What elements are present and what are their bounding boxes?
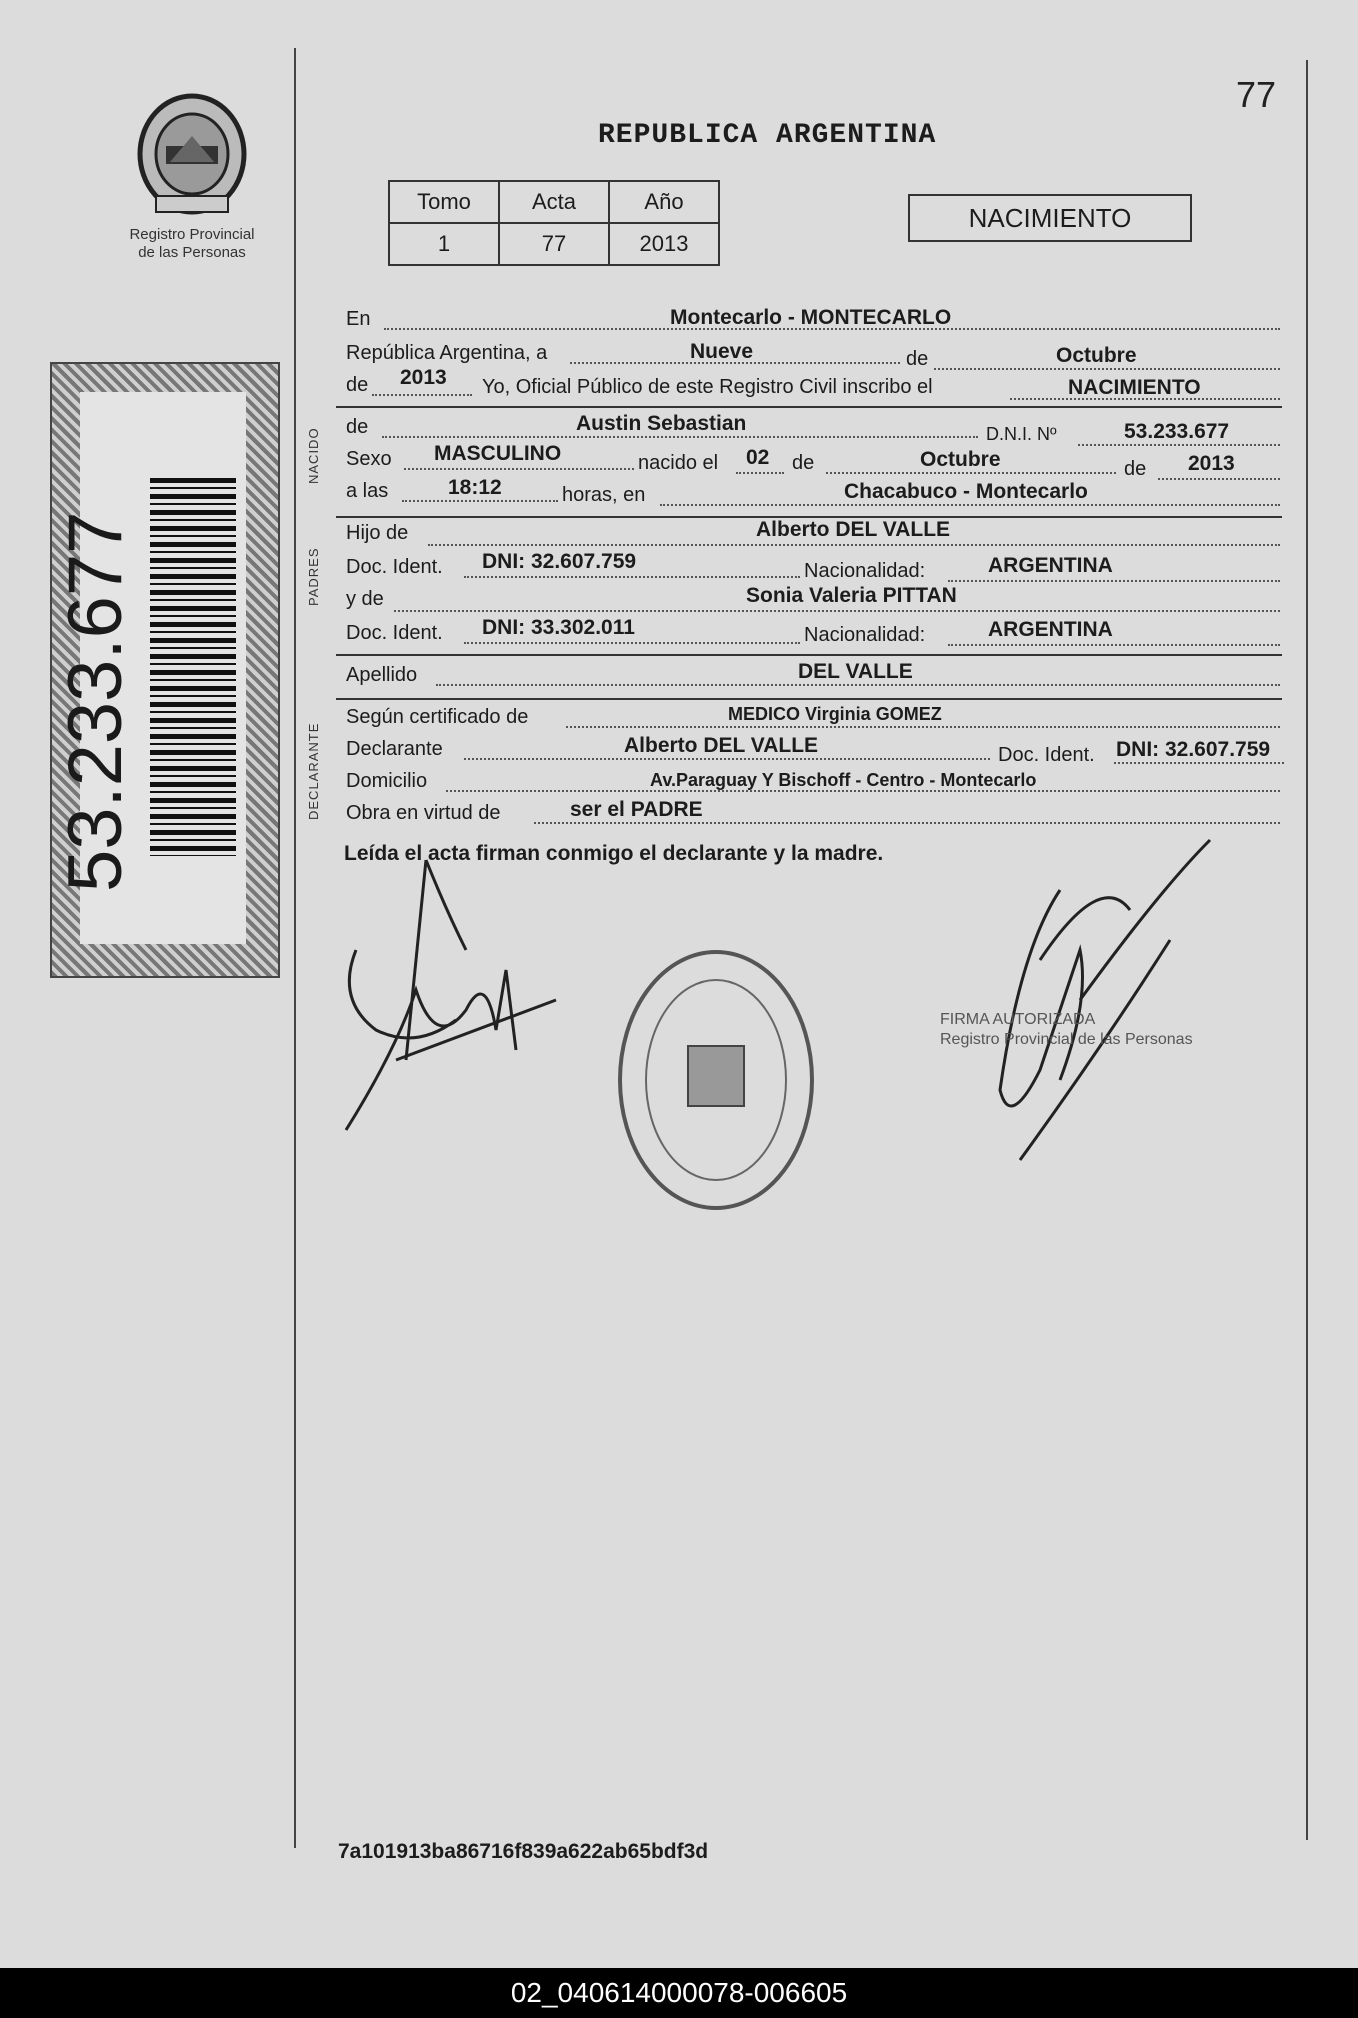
label-declarante: Declarante [346, 738, 443, 760]
dotted-line [464, 642, 800, 644]
label-yo: Yo, Oficial Público de este Registro Civil inscribo el [482, 376, 933, 398]
value-lugar-nac: Chacabuco - Montecarlo [844, 480, 1088, 503]
value-nac-mes: Octubre [920, 448, 1001, 471]
barcode-bars [150, 478, 236, 856]
value-sexo: MASCULINO [434, 442, 562, 465]
label-de-year: de [1124, 458, 1147, 480]
label-doc-ident-1: Doc. Ident. [346, 556, 443, 578]
dotted-line [402, 500, 558, 502]
value-anio: 2013 [400, 366, 447, 389]
reference-header-row [389, 181, 719, 223]
value-madre-doc: DNI: 33.302.011 [482, 616, 635, 639]
value-declarante: Alberto DEL VALLE [624, 734, 819, 757]
value-certificado: MEDICO Virginia GOMEZ [728, 704, 942, 724]
value-hora: 18:12 [448, 476, 502, 499]
dotted-line [934, 368, 1280, 370]
label-y-de: y de [346, 588, 384, 610]
section-label-nacido: NACIDO [306, 427, 321, 484]
official-signature [980, 830, 1220, 1170]
label-en: En [346, 308, 371, 330]
header-tomo: Tomo [389, 181, 499, 223]
value-madre-nac: ARGENTINA [988, 618, 1113, 641]
file-id-bar: 02_040614000078-006605 [0, 1968, 1358, 2018]
value-nombre: Austin Sebastian [576, 412, 747, 435]
dotted-line [1114, 762, 1284, 764]
dotted-line [948, 580, 1280, 582]
label-de-month: de [792, 452, 815, 474]
value-domicilio: Av.Paraguay Y Bischoff - Centro - Montecarlo [650, 770, 1037, 790]
label-hijo-de: Hijo de [346, 522, 409, 544]
header-anio: Año [609, 181, 719, 223]
value-anio: 2013 [609, 223, 719, 265]
dotted-line [382, 436, 978, 438]
declarant-signature [336, 850, 566, 1150]
acta-type-box: NACIMIENTO [908, 194, 1192, 242]
dotted-line [948, 644, 1280, 646]
dotted-line [1158, 478, 1280, 480]
provincial-logo [132, 92, 252, 222]
dotted-line [826, 472, 1116, 474]
registry-caption: Registro Provincial de las Personas [129, 226, 255, 261]
dotted-line [660, 504, 1280, 506]
label-de2: de [346, 374, 369, 396]
section-label-padres: PADRES [306, 547, 321, 606]
value-acta: 77 [499, 223, 609, 265]
label-doc-ident-2: Doc. Ident. [346, 622, 443, 644]
value-padre-nac: ARGENTINA [988, 554, 1113, 577]
dotted-line [534, 822, 1280, 824]
section-label-declarante: DECLARANTE [306, 722, 321, 820]
reference-value-row [389, 223, 719, 265]
section-divider [336, 654, 1282, 656]
label-segun: Según certificado de [346, 706, 529, 728]
value-padre-doc: DNI: 32.607.759 [482, 550, 637, 573]
value-nac-dia: 02 [746, 446, 770, 469]
document-hash: 7a101913ba86716f839a622ab65bdf3d [338, 1840, 709, 1863]
value-apellido: DEL VALLE [798, 660, 913, 683]
dotted-line [464, 576, 800, 578]
value-tomo: 1 [389, 223, 499, 265]
label-obra: Obra en virtud de [346, 802, 501, 824]
label-nacido-el: nacido el [638, 452, 719, 474]
value-padre: Alberto DEL VALLE [756, 518, 951, 541]
label-a-las: a las [346, 480, 389, 502]
value-dni: 53.233.677 [1124, 420, 1230, 443]
document-title: REPUBLICA ARGENTINA [598, 120, 937, 151]
value-declarante-doc: DNI: 32.607.759 [1116, 738, 1271, 761]
label-nacionalidad-2: Nacionalidad: [804, 624, 926, 646]
value-nac-anio: 2013 [1188, 452, 1235, 475]
dotted-line [372, 394, 472, 396]
official-stamp [616, 946, 816, 1214]
section-divider [336, 406, 1282, 408]
right-margin-line [1306, 60, 1308, 1840]
value-dia: Nueve [690, 340, 754, 363]
label-dni: D.N.I. Nº [986, 424, 1057, 444]
page-number: 77 [1236, 74, 1277, 115]
dotted-line [436, 684, 1280, 686]
dotted-line [394, 610, 1280, 612]
label-domicilio: Domicilio [346, 770, 428, 792]
dotted-line [464, 758, 990, 760]
dotted-line [736, 472, 784, 474]
authorized-signature-caption: FIRMA AUTORIZADA Registro Provincial de las Personas [940, 1011, 1193, 1048]
label-de: de [906, 348, 929, 370]
value-lugar: Montecarlo - MONTECARLO [670, 306, 952, 329]
dotted-line [566, 726, 1280, 728]
reference-table [388, 180, 720, 266]
label-apellido: Apellido [346, 664, 418, 686]
label-de-name: de [346, 416, 369, 438]
dotted-line [404, 468, 634, 470]
section-divider [336, 698, 1282, 700]
header-acta: Acta [499, 181, 609, 223]
value-madre: Sonia Valeria PITTAN [746, 584, 957, 607]
label-nacionalidad-1: Nacionalidad: [804, 560, 926, 582]
closing-statement: Leída el acta firman conmigo el declarante y la madre. [344, 842, 884, 865]
label-horas-en: horas, en [562, 484, 646, 506]
label-doc-ident-decl: Doc. Ident. [998, 744, 1095, 766]
value-obra: ser el PADRE [570, 798, 703, 821]
dotted-line [1078, 444, 1280, 446]
value-evento: NACIMIENTO [1068, 376, 1201, 399]
dotted-line [428, 544, 1280, 546]
value-mes: Octubre [1056, 344, 1137, 367]
left-margin-line [294, 48, 296, 1848]
label-republica: República Argentina, a [346, 342, 548, 364]
label-sexo: Sexo [346, 448, 392, 470]
